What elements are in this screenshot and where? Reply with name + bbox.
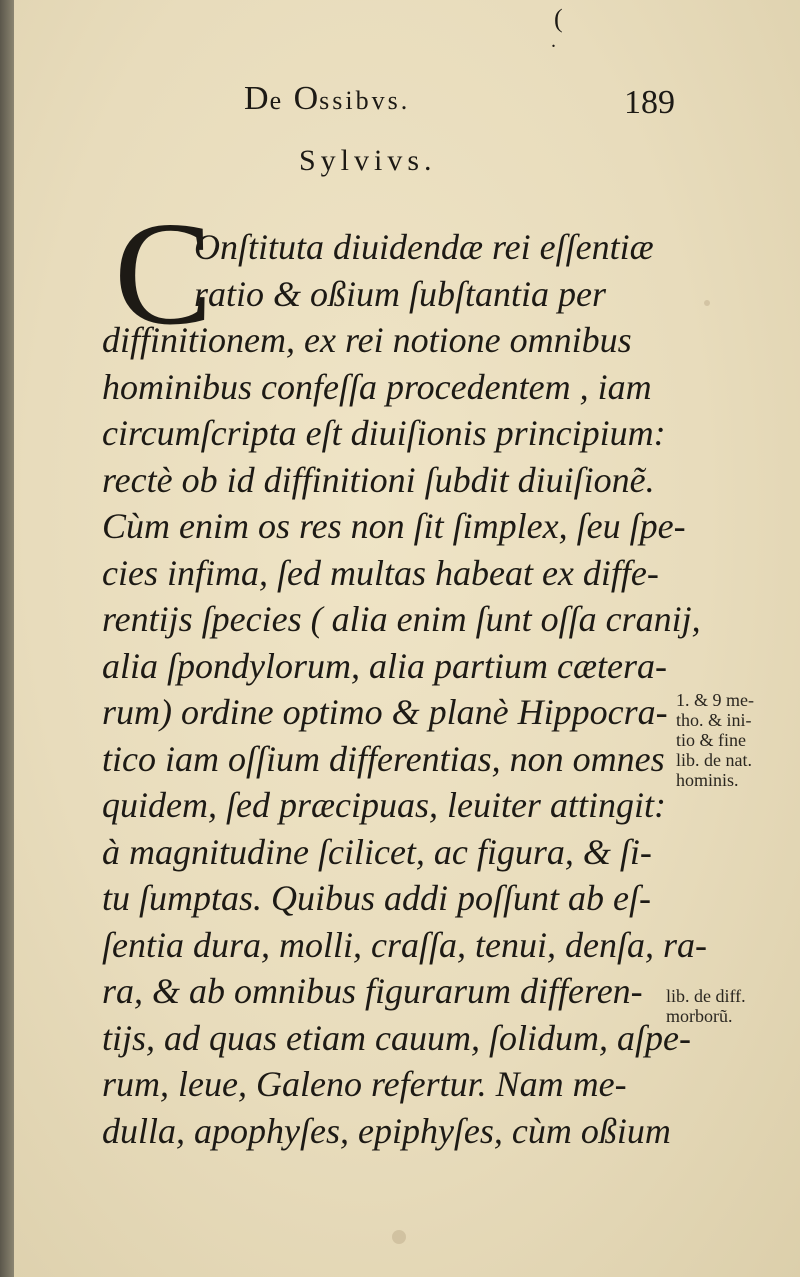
printer-mark: . [551, 30, 556, 52]
text-line: tu ſumptas. Quibus addi poſſunt ab eſ- [102, 878, 651, 918]
text-line: ratio & oßium ſubſtantia per [194, 273, 607, 314]
text-line: rentijs ſpecies ( alia enim ſunt oſſa cranij, [102, 599, 701, 639]
text-line: à magnitudine ſcilicet, ac figura, & ſi- [102, 831, 652, 872]
text-line: rum, leue, Galeno refertur. Nam me- [102, 1064, 627, 1104]
text-line: Onſtituta diuidendæ rei eſſentiæ [194, 227, 654, 267]
running-head-initial: D [244, 80, 270, 117]
text-line: quidem, ſed præcipuas, leuiter attingit: [102, 785, 666, 825]
running-head-part: e [269, 86, 294, 115]
running-head-part: ssibvs. [319, 86, 411, 115]
book-page [14, 0, 800, 1277]
paper-stain [392, 1230, 406, 1244]
text-line: rum) ordine optimo & planè Hippocra- [102, 692, 668, 732]
running-head [244, 80, 410, 118]
marginal-note-line: tho. & ini- [676, 710, 752, 730]
text-line: diffinitionem, ex rei notione omnibus [102, 320, 632, 360]
drop-capital: C [114, 192, 213, 356]
text-line: Cùm enim os res non ſit ſimplex, ſeu ſpe- [102, 506, 686, 546]
marginal-note-line: hominis. [676, 770, 739, 790]
text-line: dulla, apophyſes, epiphyſes, cùm oßium [102, 1110, 671, 1151]
marginal-note-line: lib. de diff. [666, 986, 746, 1006]
text-line: ſentia dura, molli, craſſa, tenui, denſa, ra- [102, 924, 707, 965]
marginal-note-line: 1. & 9 me- [676, 690, 754, 710]
page-number: 189 [624, 84, 675, 121]
text-line: tijs, ad quas etiam cauum, ſolidum, aſpe- [102, 1017, 691, 1058]
text-line: alia ſpondylorum, alia partium cætera- [102, 645, 667, 686]
author-heading: Sylvivs. [299, 144, 437, 177]
marginal-note-line: lib. de nat. [676, 750, 752, 770]
marginal-note-line: tio & fine [676, 730, 746, 750]
text-line: circumſcripta eſt diuiſionis principium: [102, 413, 666, 453]
running-head-initial: O [293, 80, 320, 117]
marginal-note [676, 690, 776, 790]
printer-mark: ( [554, 4, 563, 33]
text-line: tico iam oſſium differentias, non omnes [102, 738, 665, 779]
marginal-note-line: morborũ. [666, 1006, 733, 1026]
text-line: cies infima, ſed multas habeat ex diffe- [102, 552, 659, 593]
paper-stain [704, 300, 710, 306]
text-line: rectè ob id diffinitioni ſubdit diuiſionẽ. [102, 459, 655, 500]
text-line: ra, & ab omnibus figurarum differen- [102, 971, 643, 1011]
text-line: hominibus confeſſa procedentem , iam [102, 366, 652, 407]
book-binding-edge [0, 0, 14, 1277]
marginal-note [666, 986, 776, 1026]
